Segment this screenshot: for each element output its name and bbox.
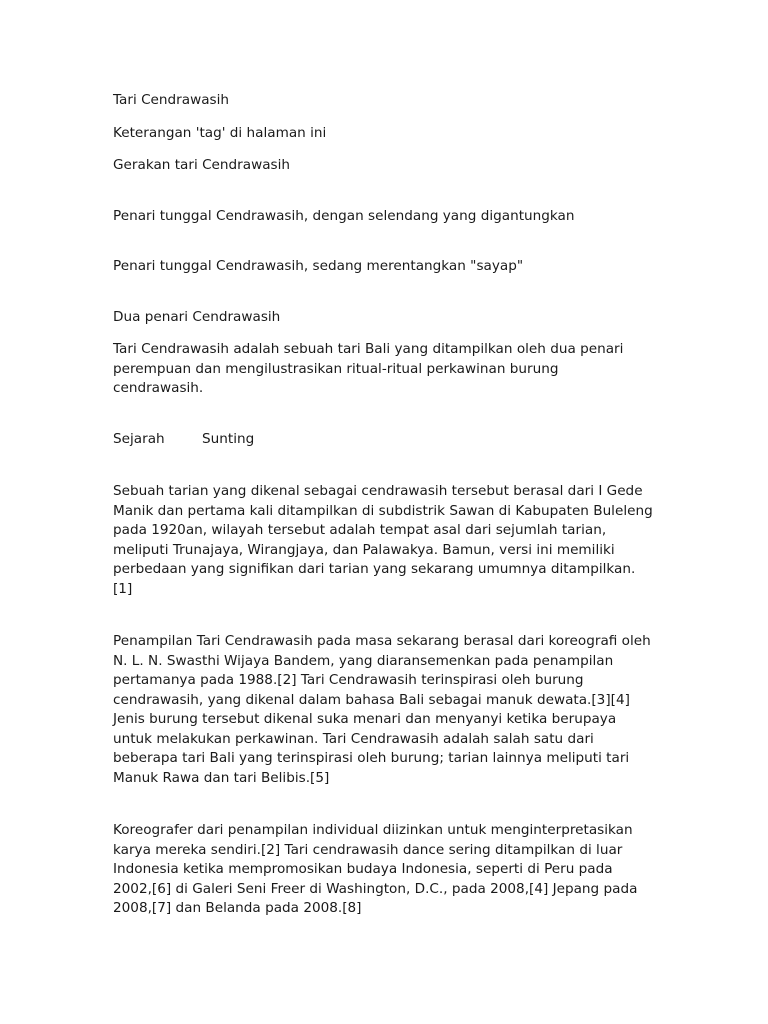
caption-solo-wings: Penari tunggal Cendrawasih, sedang merentangkan "sayap": [113, 258, 524, 274]
caption-movement: Gerakan tari Cendrawasih: [113, 157, 291, 173]
caption-solo-scarf: Penari tunggal Cendrawasih, dengan selendang yang digantungkan: [113, 207, 575, 224]
history-paragraph-1: Sebuah tarian yang dikenal sebagai cendrawasih tersebut berasal dari I Gede Manik dan pertama kali ditampilkan di subdistrik Sawan di Kabupaten Buleleng pada 1920an, wilayah tersebut adalah tempat asal dari sejumlah tarian, meliputi Trunajaya, Wirangjaya, dan Palawakya. Bamun, versi ini memiliki perbedaan yang signifikan dari tarian yang sekarang umumnya ditampilkan.[1]: [113, 483, 653, 597]
document-page: [113, 91, 673, 919]
history-paragraph-2: Penampilan Tari Cendrawasih pada masa sekarang berasal dari koreografi oleh N. L. N. Swasthi Wijaya Bandem, yang diaransemenkan pada penampilan pertamanya pada 1988.[2] Tari Cendrawasih terinspirasi oleh burung cendrawasih, yang dikenal dalam bahasa Bali sebagai manuk dewata.[3][4] Jenis burung tersebut dikenal suka menari dan menyanyi ketika berupaya untuk melakukan perkawinan. Tari Cendrawasih adalah salah satu dari beberapa tari Bali yang terinspirasi oleh burung; tarian lainnya meliputi tari Manuk Rawa dan tari Belibis.[5]: [113, 633, 651, 786]
tag-note: Keterangan 'tag' di halaman ini: [113, 124, 327, 141]
history-paragraph-3: Koreografer dari penampilan individual diizinkan untuk menginterpretasikan karya mereka sendiri.[2] Tari cendrawasih dance sering ditampilkan di luar Indonesia ketika mempromosikan budaya Indonesia, seperti di Peru pada 2002,[6] di Galeri Seni Freer di Washington, D.C., pada 2008,[4] Jepang pada 2008,[7] dan Belanda pada 2008.[8]: [113, 822, 638, 916]
intro-paragraph: Tari Cendrawasih adalah sebuah tari Bali yang ditampilkan oleh dua penari perempuan dan mengilustrasikan ritual-ritual perkawinan burung cendrawasih.: [113, 341, 624, 396]
section-title: Sejarah: [113, 430, 165, 447]
page-title: Tari Cendrawasih: [113, 92, 230, 108]
caption-duo: Dua penari Cendrawasih: [113, 308, 281, 325]
edit-link[interactable]: Sunting: [202, 430, 255, 447]
section-heading-history: [113, 430, 673, 450]
